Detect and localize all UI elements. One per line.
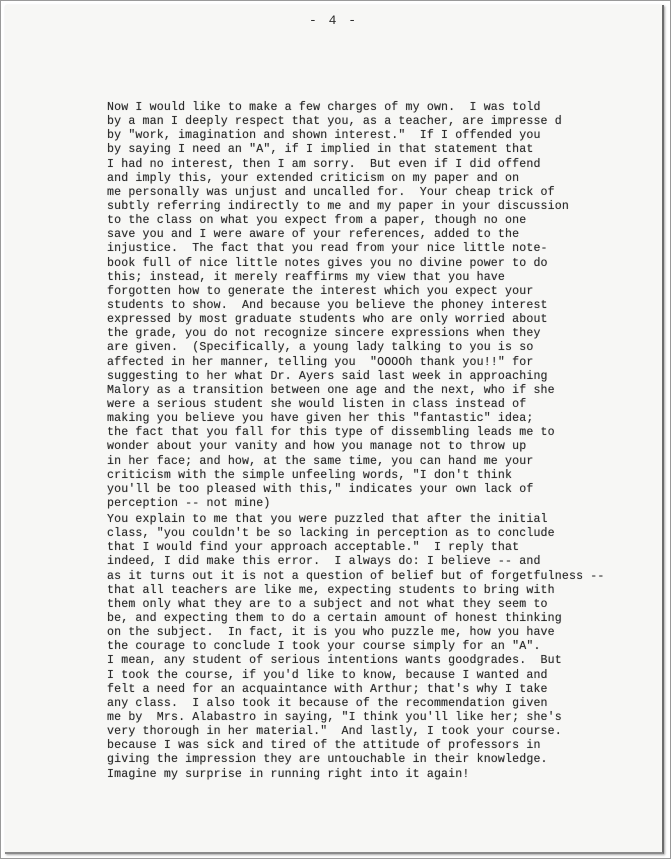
text-line: were a serious student she would listen in class instead of xyxy=(107,397,527,411)
text-line: very thorough in her material." And lastly, I took your course. xyxy=(107,725,562,739)
text-line: You explain to me that you were puzzled that after the initial xyxy=(107,513,548,526)
text-line: me personally was unjust and uncalled for. Your cheap trick of xyxy=(107,185,555,199)
typewritten-page xyxy=(5,5,664,854)
text-line: by a man I deeply respect that you, as a teacher, are impresse d xyxy=(107,115,562,129)
text-line: book full of nice little notes gives you no divine power to do xyxy=(107,256,548,270)
text-line: and imply this, your extended criticism on my paper and on xyxy=(107,171,520,185)
text-line: giving the impression they are untouchable in their knowledge. xyxy=(107,753,548,767)
text-line: any class. I also took it because of the recommendation given xyxy=(107,696,548,710)
text-line: be, and expecting them to do a certain amount of honest thinking xyxy=(107,611,562,625)
text-line: criticism with the simple unfeeling words, "I don't think xyxy=(107,468,513,482)
text-line: wonder about your vanity and how you manage not to throw up xyxy=(107,440,527,454)
text-line: the grade, you do not recognize sincere expressions when they xyxy=(107,327,541,341)
text-line: save you and I were aware of your references, added to the xyxy=(107,228,520,242)
text-line: the courage to conclude I took your course simply for an "A". xyxy=(107,640,541,654)
text-line: this; instead, it merely reaffirms my view that you have xyxy=(107,270,506,284)
text-line: injustice. The fact that you read from your nice little note- xyxy=(107,242,548,256)
text-line: class, "you couldn't be so lacking in perception as to conclude xyxy=(107,527,555,541)
text-line: on the subject. In fact, it is you who puzzle me, how you have xyxy=(107,626,555,640)
text-line: them only what they are to a subject and not what they seem to xyxy=(107,597,548,611)
text-line: that all teachers are like me, expecting students to bring with xyxy=(107,583,555,597)
text-line: by "work, imagination and shown interest." If I offended you xyxy=(107,129,541,143)
text-line: felt a need for an acquaintance with Arthur; that's why I take xyxy=(107,682,548,696)
text-line: Malory as a transition between one age and the next, who if she xyxy=(107,383,555,397)
text-line: subtly referring indirectly to me and my paper in your discussion xyxy=(107,199,569,213)
text-line: are given. (Specifically, a young lady talking to you is so xyxy=(107,341,534,355)
text-line: because I was sick and tired of the attitude of professors in xyxy=(107,739,541,753)
text-line: forgotten how to generate the interest which you expect your xyxy=(107,284,534,298)
paragraph-1 xyxy=(107,101,569,511)
text-line: by saying I need an "A", if I implied in that statement that xyxy=(107,143,534,157)
text-line: I mean, any student of serious intentions wants goodgrades. But xyxy=(107,654,562,668)
text-line: in her face; and how, at the same time, you can hand me your xyxy=(107,454,534,468)
text-line: students to show. And because you believe the phoney interest xyxy=(107,298,548,312)
page-number: - 4 - xyxy=(308,13,358,28)
text-line: I took the course, if you'd like to know, because I wanted and xyxy=(107,668,548,682)
text-line: as it turns out it is not a question of belief but of forgetfulness -- xyxy=(107,569,605,583)
text-line: to the class on what you expect from a paper, though no one xyxy=(107,214,527,228)
text-line: that I would find your approach acceptable." I reply that xyxy=(107,541,520,555)
text-line: expressed by most graduate students who are only worried about xyxy=(107,313,548,327)
text-line: the fact that you fall for this type of dissembling leads me to xyxy=(107,426,555,440)
text-line: you'll be too pleased with this," indicates your own lack of xyxy=(107,482,534,496)
text-line: me by Mrs. Alabastro in saying, "I think you'll like her; she's xyxy=(107,710,562,724)
text-line: Now I would like to make a few charges of my own. I was told xyxy=(107,101,541,114)
paragraph-2 xyxy=(107,513,605,782)
text-line: suggesting to her what Dr. Ayers said last week in approaching xyxy=(107,369,548,383)
text-line: indeed, I did make this error. I always do: I believe -- and xyxy=(107,555,541,569)
text-line: affected in her manner, telling you "OOOOh thank you!!" for xyxy=(107,355,534,369)
text-line: perception -- not mine) xyxy=(107,496,271,510)
text-line: I had no interest, then I am sorry. But even if I did offend xyxy=(107,157,541,171)
text-line: Imagine my surprise in running right into it again! xyxy=(107,767,470,781)
text-line: making you believe you have given her this "fantastic" idea; xyxy=(107,412,534,426)
